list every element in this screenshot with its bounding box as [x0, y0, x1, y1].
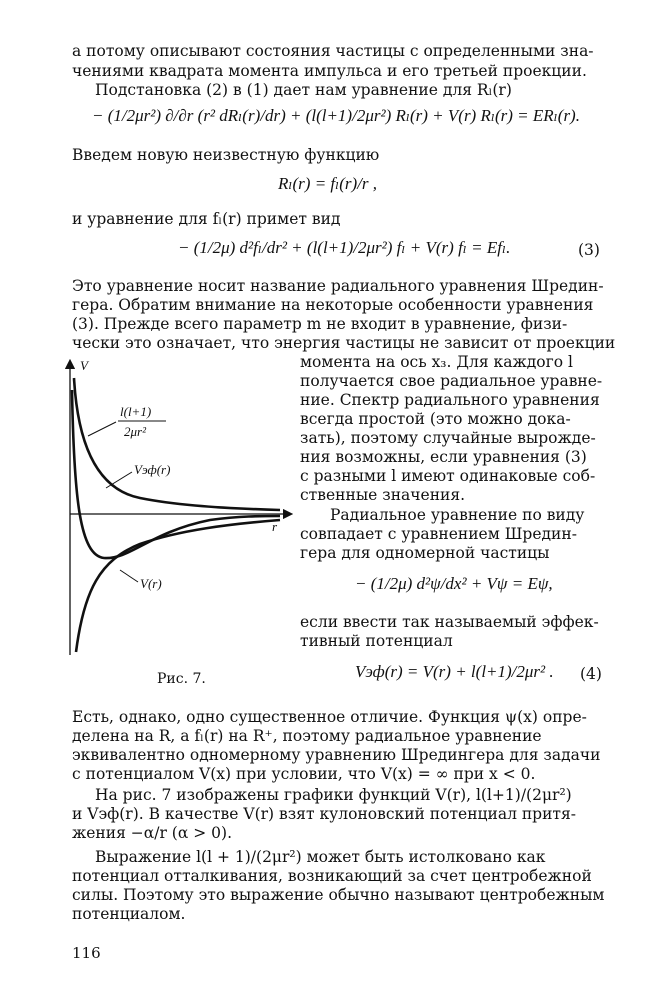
equation-schrodinger-1d: − (1/2μ) d²ψ/dx² + Vψ = Eψ,	[355, 574, 553, 593]
label-v: V(r)	[140, 576, 162, 591]
text-line: всегда простой (это можно дока-	[300, 410, 571, 428]
leader-line	[120, 570, 138, 582]
text-line: Выражение l(l + 1)/(2μr²) может быть истолковано как	[95, 848, 546, 866]
text-line: чески это означает, что энергия частицы не зависит от проекции	[72, 334, 616, 352]
page-number: 116	[72, 944, 101, 962]
text-line: с разными l имеют одинаковые соб-	[300, 467, 596, 485]
centrifugal-curve	[74, 378, 280, 510]
text-line: ственные значения.	[300, 486, 466, 504]
text-line: гера. Обратим внимание на некоторые особенности уравнения	[72, 296, 594, 314]
label-centrifugal-denominator: 2μr²	[124, 424, 146, 439]
equation-substitution: Rₗ(r) = fₗ(r)/r ,	[278, 174, 378, 193]
text-line: Подстановка (2) в (1) дает нам уравнение для Rₗ(r)	[95, 81, 512, 99]
text-line: Радиальное уравнение по виду	[330, 506, 585, 524]
equation-radial-R: − (1/2μr²) ∂/∂r (r² dRₗ(r)/dr) + (l(l+1)/2μr²) Rₗ(r) + V(r) Rₗ(r) = ERₗ(r).	[92, 106, 580, 125]
label-centrifugal-numerator: l(l+1)	[120, 404, 152, 419]
text-line: если ввести так называемый эффек-	[300, 613, 599, 631]
figure-caption: Рис. 7.	[157, 671, 206, 687]
text-line: Введем новую неизвестную функцию	[72, 146, 380, 164]
equation-number: (4)	[580, 665, 602, 683]
text-line: жения −α/r (α > 0).	[72, 824, 233, 842]
equation-effective-potential: Vэф(r) = V(r) + l(l+1)/2μr² .	[355, 662, 554, 681]
figure-7	[60, 350, 300, 660]
text-line: момента на ось x₃. Для каждого l	[300, 353, 573, 371]
text-line: эквивалентно одномерному уравнению Шредингера для задачи	[72, 746, 601, 764]
text-line: (3). Прежде всего параметр m не входит в уравнение, физи-	[72, 315, 568, 333]
text-line: ние. Спектр радиального уравнения	[300, 391, 600, 409]
label-veff: Vэф(r)	[134, 462, 171, 477]
text-line: с потенциалом V(x) при условии, что V(x) = ∞ при x < 0.	[72, 765, 536, 783]
text-line: зать), поэтому случайные вырожде-	[300, 429, 596, 447]
leader-line	[106, 472, 132, 488]
text-line: совпадает с уравнением Шредин-	[300, 525, 577, 543]
text-line: На рис. 7 изображены графики функций V(r), l(l+1)/(2μr²)	[95, 786, 572, 804]
text-line: тивный потенциал	[300, 632, 453, 650]
text-line: потенциалом.	[72, 905, 186, 923]
text-line: потенциал отталкивания, возникающий за счет центробежной	[72, 867, 592, 885]
text-line: чениями квадрата момента импульса и его третьей проекции.	[72, 62, 587, 80]
equation-radial-f: − (1/2μ) d²fₗ/dr² + (l(l+1)/2μr²) fₗ + V(r) fₗ = Efₗ.	[178, 238, 511, 257]
text-line: ния возможны, если уравнения (3)	[300, 448, 587, 466]
leader-line	[88, 422, 116, 436]
text-line: получается свое радиальное уравне-	[300, 372, 603, 390]
text-line: делена на R, а fₗ(r) на R⁺, поэтому радиальное уравнение	[72, 727, 542, 745]
text-line: Есть, однако, одно существенное отличие. Функция ψ(x) опре-	[72, 708, 587, 726]
text-line: а потому описывают состояния частицы с определенными зна-	[72, 42, 594, 60]
text-line: и Vэф(r). В качестве V(r) взят кулоновский потенциал притя-	[72, 805, 577, 823]
text-line: и уравнение для fₗ(r) примет вид	[72, 210, 341, 228]
coulomb-curve	[76, 520, 280, 652]
text-line: Это уравнение носит название радиального уравнения Шредин-	[72, 277, 604, 295]
text-line: силы. Поэтому это выражение обычно называют центробежным	[72, 886, 605, 904]
r-axis-label: r	[272, 519, 278, 534]
equation-number: (3)	[578, 241, 600, 259]
text-line: гера для одномерной частицы	[300, 544, 550, 562]
v-axis-label: V	[80, 358, 88, 373]
